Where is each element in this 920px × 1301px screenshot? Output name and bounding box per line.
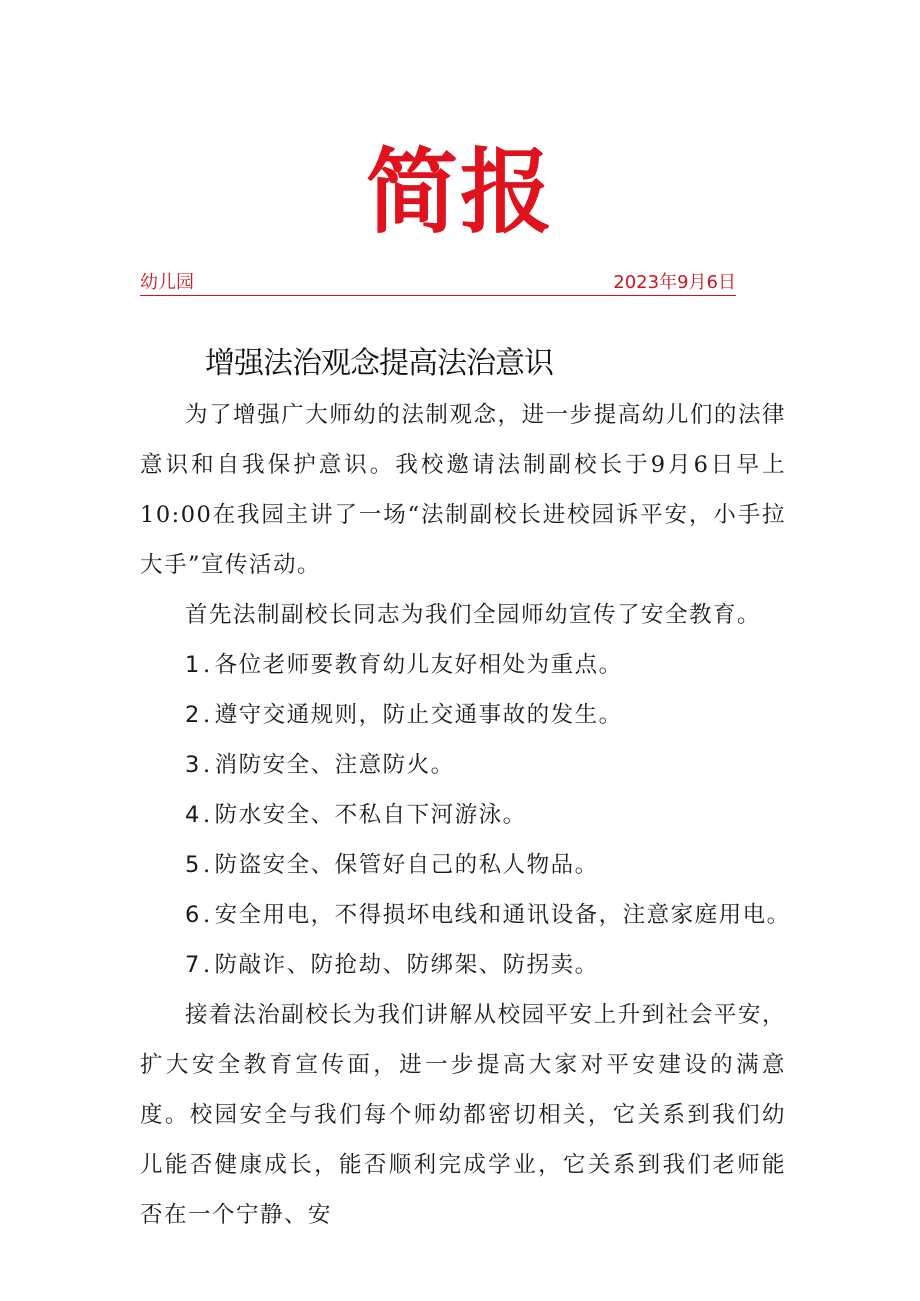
item-number: 3 xyxy=(185,752,201,778)
item-text: 防水安全、不私自下河游泳。 xyxy=(214,802,527,828)
safety-list xyxy=(140,640,791,990)
item-number: 2 xyxy=(185,702,201,728)
item-number: 6 xyxy=(185,902,201,928)
issue-date: 2023年9月6日 xyxy=(613,272,736,293)
item-text: 遵守交通规则，防止交通事故的发生。 xyxy=(214,702,623,728)
issue-meta xyxy=(140,272,736,296)
header-rule xyxy=(140,295,736,296)
lead-paragraph: 首先法制副校长同志为我们全园师幼宣传了安全教育。 xyxy=(185,602,762,628)
item-text: 安全用电，不得损坏电线和通讯设备，注意家庭用电。 xyxy=(214,902,791,928)
closing-paragraph: 接着法治副校长为我们讲解从校园平安上升到社会平安，扩大安全教育宣传面，进一步提高大家对平安建设的满意度。校园安全与我们每个师幼都密切相关，它关系到我们幼儿能否健康成长，能否顺利完成学业，它关系到我们老师能否在一个宁静、安 xyxy=(140,1002,786,1228)
intro-paragraph: 为了增强广大师幼的法制观念，进一步提高幼儿们的法律意识和自我保护意识。我校邀请法制副校长于9月6日早上10:00在我园主讲了一场“法制副校长进校园诉平安，小手拉大手”宣传活动。 xyxy=(140,402,786,578)
list-item: 4. 防水安全、不私自下河游泳。 xyxy=(140,790,786,840)
list-item: 3. 消防安全、注意防火。 xyxy=(140,740,786,790)
list-item: 7. 防敲诈、防抢劫、防绑架、防拐卖。 xyxy=(140,940,786,990)
issuing-unit: 幼儿园 xyxy=(140,272,194,293)
item-number: 1 xyxy=(185,652,201,678)
item-text: 各位老师要教育幼儿友好相处为重点。 xyxy=(214,652,623,678)
item-number: 5 xyxy=(185,852,201,878)
item-number: 4 xyxy=(185,802,201,828)
item-text: 防盗安全、保管好自己的私人物品。 xyxy=(214,852,599,878)
article-headline: 增强法治观念提高法治意识 xyxy=(205,346,553,381)
item-number: 7 xyxy=(185,952,201,978)
list-item: 1. 各位老师要教育幼儿友好相处为重点。 xyxy=(140,640,786,690)
list-item: 5. 防盗安全、保管好自己的私人物品。 xyxy=(140,840,786,890)
item-text: 消防安全、注意防火。 xyxy=(214,752,455,778)
list-item: 2. 遵守交通规则，防止交通事故的发生。 xyxy=(140,690,786,740)
article-body xyxy=(140,390,791,1240)
list-item: 6. 安全用电，不得损坏电线和通讯设备，注意家庭用电。 xyxy=(140,890,786,940)
item-text: 防敲诈、防抢劫、防绑架、防拐卖。 xyxy=(214,952,599,978)
newsletter-masthead: 简报 xyxy=(365,139,554,246)
